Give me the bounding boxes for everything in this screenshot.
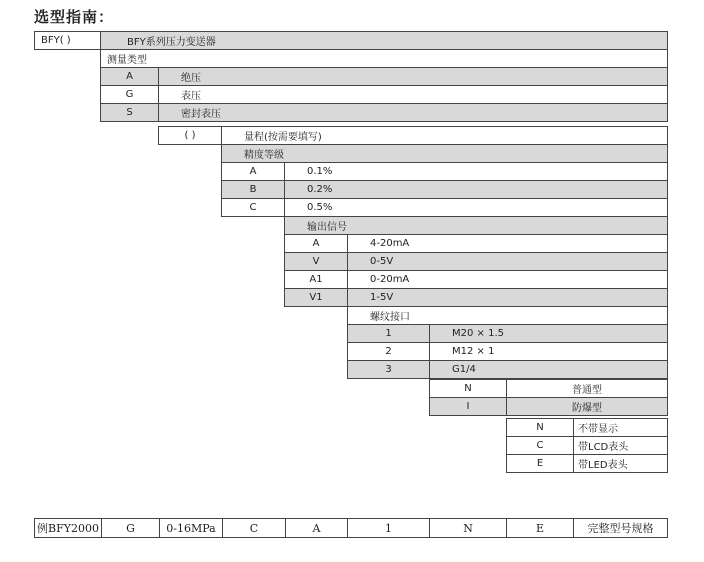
output-code: A [284,234,348,253]
range-label: 量程(按需要填写) [221,126,668,145]
display-label: 带LED表头 [573,454,668,473]
example-model: 例BFY2000 [34,518,102,538]
output-code: V1 [284,288,348,307]
output-label: 0-20mA [347,270,668,289]
example-range: 0-16MPa [159,518,223,538]
measure-type-code: S [100,103,159,122]
display-code: C [506,436,574,455]
accuracy-code: C [221,198,285,217]
output-code: A1 [284,270,348,289]
thread-label: M20 × 1.5 [429,324,668,343]
accuracy-label: 0.5% [284,198,668,217]
display-code: E [506,454,574,473]
explosion-code: N [429,379,507,398]
example-explosion: N [429,518,507,538]
accuracy-label: 0.2% [284,180,668,199]
example-display: E [506,518,574,538]
measure-type-label: 绝压 [158,67,668,86]
example-full-model-label: 完整型号规格 [573,518,668,538]
output-label: 1-5V [347,288,668,307]
example-measure-type: G [101,518,160,538]
display-label: 带LCD表头 [573,436,668,455]
example-accuracy: C [222,518,286,538]
page-title: 选型指南： [34,8,115,26]
display-label: 不带显示 [573,418,668,437]
thread-code: 3 [347,360,430,379]
thread-code: 2 [347,342,430,361]
thread-label: G1/4 [429,360,668,379]
accuracy-code: B [221,180,285,199]
accuracy-header: 精度等级 [221,144,668,163]
explosion-label: 防爆型 [506,397,668,416]
display-code: N [506,418,574,437]
thread-label: M12 × 1 [429,342,668,361]
thread-code: 1 [347,324,430,343]
measure-type-code: G [100,85,159,104]
accuracy-code: A [221,162,285,181]
output-header: 输出信号 [284,216,668,235]
measure-type-label: 密封表压 [158,103,668,122]
measure-type-label: 表压 [158,85,668,104]
output-label: 4-20mA [347,234,668,253]
measure-type-code: A [100,67,159,86]
example-thread: 1 [347,518,430,538]
explosion-label: 普通型 [506,379,668,398]
base-code-cell: BFY( ) [34,31,101,50]
accuracy-label: 0.1% [284,162,668,181]
explosion-code: I [429,397,507,416]
output-code: V [284,252,348,271]
example-output: A [285,518,348,538]
base-name-cell: BFY系列压力变送器 [100,31,668,50]
thread-header: 螺纹接口 [347,306,668,325]
range-code: ( ) [158,126,222,145]
measure-type-header: 测量类型 [100,49,668,68]
output-label: 0-5V [347,252,668,271]
